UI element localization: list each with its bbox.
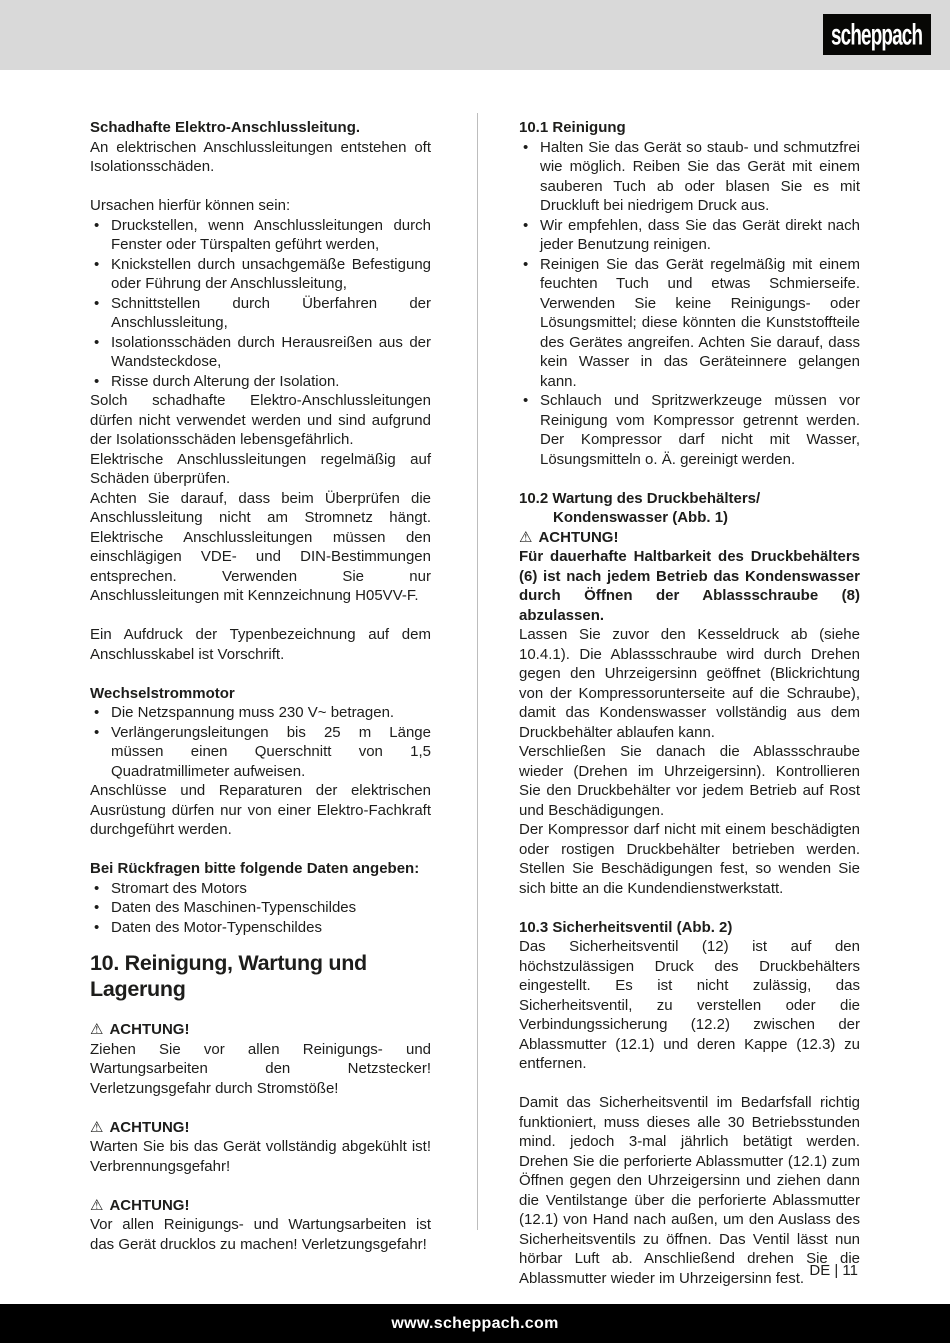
paragraph: Achten Sie darauf, dass beim Überprüfen die Anschlussleitung nicht am Stromnetz hängt. Elektrische Anschlussleitungen müssen den einschlägigen VDE- und DIN-Bestimmungen entsprechen. Verwenden Sie nur Anschlussleitungen mit Kennzeichnung H05VV-F. <box>90 489 431 604</box>
paragraph: Ziehen Sie vor allen Reinigungs- und Wartungsarbeiten den Netzstecker! Verletzungsgefahr durch Stromstöße! <box>90 1040 431 1097</box>
warning-title <box>90 1196 431 1216</box>
paragraph: An elektrischen Anschlussleitungen entstehen oft Isolationsschäden. <box>90 138 431 175</box>
warning-icon: ⚠ <box>90 1196 104 1214</box>
bullet-list <box>90 703 431 781</box>
paragraph: Der Kompressor darf nicht mit einem beschädigten oder rostigen Druckbehälter betrieben werden. Stellen Sie Beschädigungen fest, so wenden Sie sich bitte an die Kundendienstwerkstatt. <box>519 821 860 897</box>
header-bar <box>0 0 950 70</box>
list-item: • Stromart des Motors <box>90 879 431 899</box>
warning-icon: ⚠ <box>519 528 533 546</box>
brand-logo <box>823 14 931 55</box>
paragraph: Solch schadhafte Elektro-Anschlussleitungen dürfen nicht verwendet werden und sind aufgrund der Isolationsschäden lebensgefährlich. <box>90 392 431 448</box>
list-item: • Schnittstellen durch Überfahren der Anschlussleitung, <box>90 294 431 333</box>
paragraph: Vor allen Reinigungs- und Wartungsarbeiten ist das Gerät drucklos zu machen! Verletzungsgefahr! <box>90 1216 431 1253</box>
list-item: • Daten des Motor-Typenschildes <box>90 918 431 938</box>
list-item: • Daten des Maschinen-Typenschildes <box>90 898 431 918</box>
subsection-heading-line: Kondenswasser (Abb. 1) <box>553 509 729 526</box>
bullet-list <box>519 138 860 470</box>
subsection-heading-line: 10.2 Wartung des Druckbehälters/ <box>519 489 761 507</box>
list-item: • Schlauch und Spritzwerkzeuge müssen vor Reinigung vom Kompressor getrennt werden. Der Kompressor darf nicht mit Wasser, Lösungsmitteln o. Ä. gereinigt werden. <box>519 391 860 469</box>
list-item: • Wir empfehlen, dass Sie das Gerät direkt nach jeder Benutzung reinigen. <box>519 216 860 255</box>
paragraph: Verschließen Sie danach die Ablassschraube wieder (Drehen im Uhrzeigersinn). Kontrollieren Sie den Druckbehälter vor jedem Betrieb auf Rost und Beschädigungen. <box>519 743 860 819</box>
list-item: • Isolationsschäden durch Herausreißen aus der Wandsteckdose, <box>90 333 431 372</box>
subsection-heading: 10.1 Reinigung <box>519 119 626 136</box>
right-column <box>519 118 860 1288</box>
subsection-heading: Bei Rückfragen bitte folgende Daten angeben: <box>90 860 420 877</box>
paragraph: Damit das Sicherheitsventil im Bedarfsfall richtig funktioniert, muss dieses alle 30 Betriebsstunden mind. jedoch 3-mal jährlich betätigt werden. Drehen Sie die perforierte Ablassmutter (12.1) zum Öffnen gegen den Uhrzeigersinn und ziehen dann die Ventilstange über die perforierte Ablassmutter (12.1) von Hand nach außen, um den Auslass des Sicherheitsventils zu öffnen. Das Ventil lässt nun hörbar Luft ab. Anschließend drehen Sie die Ablassmutter wieder im Uhrzeigersinn fest. <box>519 1094 860 1287</box>
warning-title-text: ACHTUNG! <box>538 528 619 546</box>
spacer <box>90 664 431 684</box>
list-item: • Die Netzspannung muss 230 V~ betragen. <box>90 703 431 723</box>
list-item: • Risse durch Alterung der Isolation. <box>90 372 431 392</box>
bullet-list <box>90 879 431 938</box>
subsection-heading <box>519 489 860 528</box>
warning-title-text: ACHTUNG! <box>109 1118 190 1136</box>
warning-title <box>90 1020 431 1040</box>
footer-bar <box>0 1304 950 1343</box>
paragraph: Für dauerhafte Haltbarkeit des Druckbehälters (6) ist nach jedem Betrieb das Kondenswasser durch Öffnen der Ablassschraube (8) abzulassen. <box>519 548 860 624</box>
spacer <box>90 1176 431 1196</box>
spacer <box>90 1098 431 1118</box>
list-item: • Reinigen Sie das Gerät regelmäßig mit einem feuchten Tuch und etwas Schmierseife. Verwenden Sie keine Reinigungs- oder Lösungsmittel; diese könnten die Kunststoffteile des Gerätes angreifen. Achten Sie darauf, dass kein Wasser in das Geräteinnere gelangen kann. <box>519 255 860 392</box>
section-heading: 10. Reinigung, Wartung und Lagerung <box>90 951 367 1001</box>
subsection-heading: Wechselstrommotor <box>90 684 235 702</box>
paragraph: Ein Aufdruck der Typenbezeichnung auf dem Anschlusskabel ist Vorschrift. <box>90 626 431 663</box>
warning-title <box>90 1118 431 1138</box>
spacer <box>519 1074 860 1094</box>
warning-icon: ⚠ <box>90 1021 104 1038</box>
spacer <box>519 469 860 489</box>
left-column <box>90 118 431 1254</box>
subsection-heading: 10.3 Sicherheitsventil (Abb. 2) <box>519 918 733 936</box>
website-text: www.scheppach.com <box>391 1314 559 1332</box>
list-item: • Verlängerungsleitungen bis 25 m Länge müssen einen Querschnitt von 1,5 Quadratmillimeter aufweisen. <box>90 723 431 782</box>
spacer <box>519 898 860 918</box>
bullet-list <box>90 216 431 392</box>
list-item: • Halten Sie das Gerät so staub- und schmutzfrei wie möglich. Reiben Sie das Gerät mit einem sauberen Tuch ab oder blasen Sie es mit Druckluft bei niedrigem Druck aus. <box>519 138 860 216</box>
column-divider <box>477 113 478 1230</box>
spacer <box>90 840 431 860</box>
paragraph: Elektrische Anschlussleitungen regelmäßig auf Schäden überprüfen. <box>90 450 431 487</box>
warning-title-text: ACHTUNG! <box>109 1021 190 1038</box>
subsection-heading: Schadhafte Elektro-Anschlussleitung. <box>90 119 361 136</box>
warning-title-text: ACHTUNG! <box>109 1196 190 1214</box>
brand-logo-text: scheppach <box>831 16 923 51</box>
list-item: • Knickstellen durch unsachgemäße Befestigung oder Führung der Anschlussleitung, <box>90 255 431 294</box>
spacer <box>90 177 431 197</box>
list-item: • Druckstellen, wenn Anschlussleitungen durch Fenster oder Türspalten geführt werden, <box>90 216 431 255</box>
paragraph: Ursachen hierfür können sein: <box>90 197 291 214</box>
warning-title <box>519 528 860 548</box>
page-number: DE | 11 <box>809 1262 858 1279</box>
paragraph: Anschlüsse und Reparaturen der elektrischen Ausrüstung dürfen nur von einer Elektro-Fachkraft durchgeführt werden. <box>90 782 431 838</box>
paragraph: Das Sicherheitsventil (12) ist auf den höchstzulässigen Druck des Druckbehälters eingestellt. Es ist nicht zulässig, das Sicherheitsventil, zu verstellen oder die Verbindungssicherung (12.2) zwischen der Ablassmutter (12.1) und deren Kappe (12.3) zu entfernen. <box>519 938 860 1072</box>
warning-icon: ⚠ <box>90 1118 104 1136</box>
spacer <box>90 606 431 626</box>
paragraph: Warten Sie bis das Gerät vollständig abgekühlt ist! Verbrennungsgefahr! <box>90 1138 431 1175</box>
paragraph: Lassen Sie zuvor den Kesseldruck ab (siehe 10.4.1). Die Ablassschraube wird durch Drehen gegen den Uhrzeigersinn geöffnet (Blickrichtung von der Kompressorunterseite auf die Schraube), damit das Kondenswasser vollständig aus dem Druckbehälter ablaufen kann. <box>519 626 860 741</box>
